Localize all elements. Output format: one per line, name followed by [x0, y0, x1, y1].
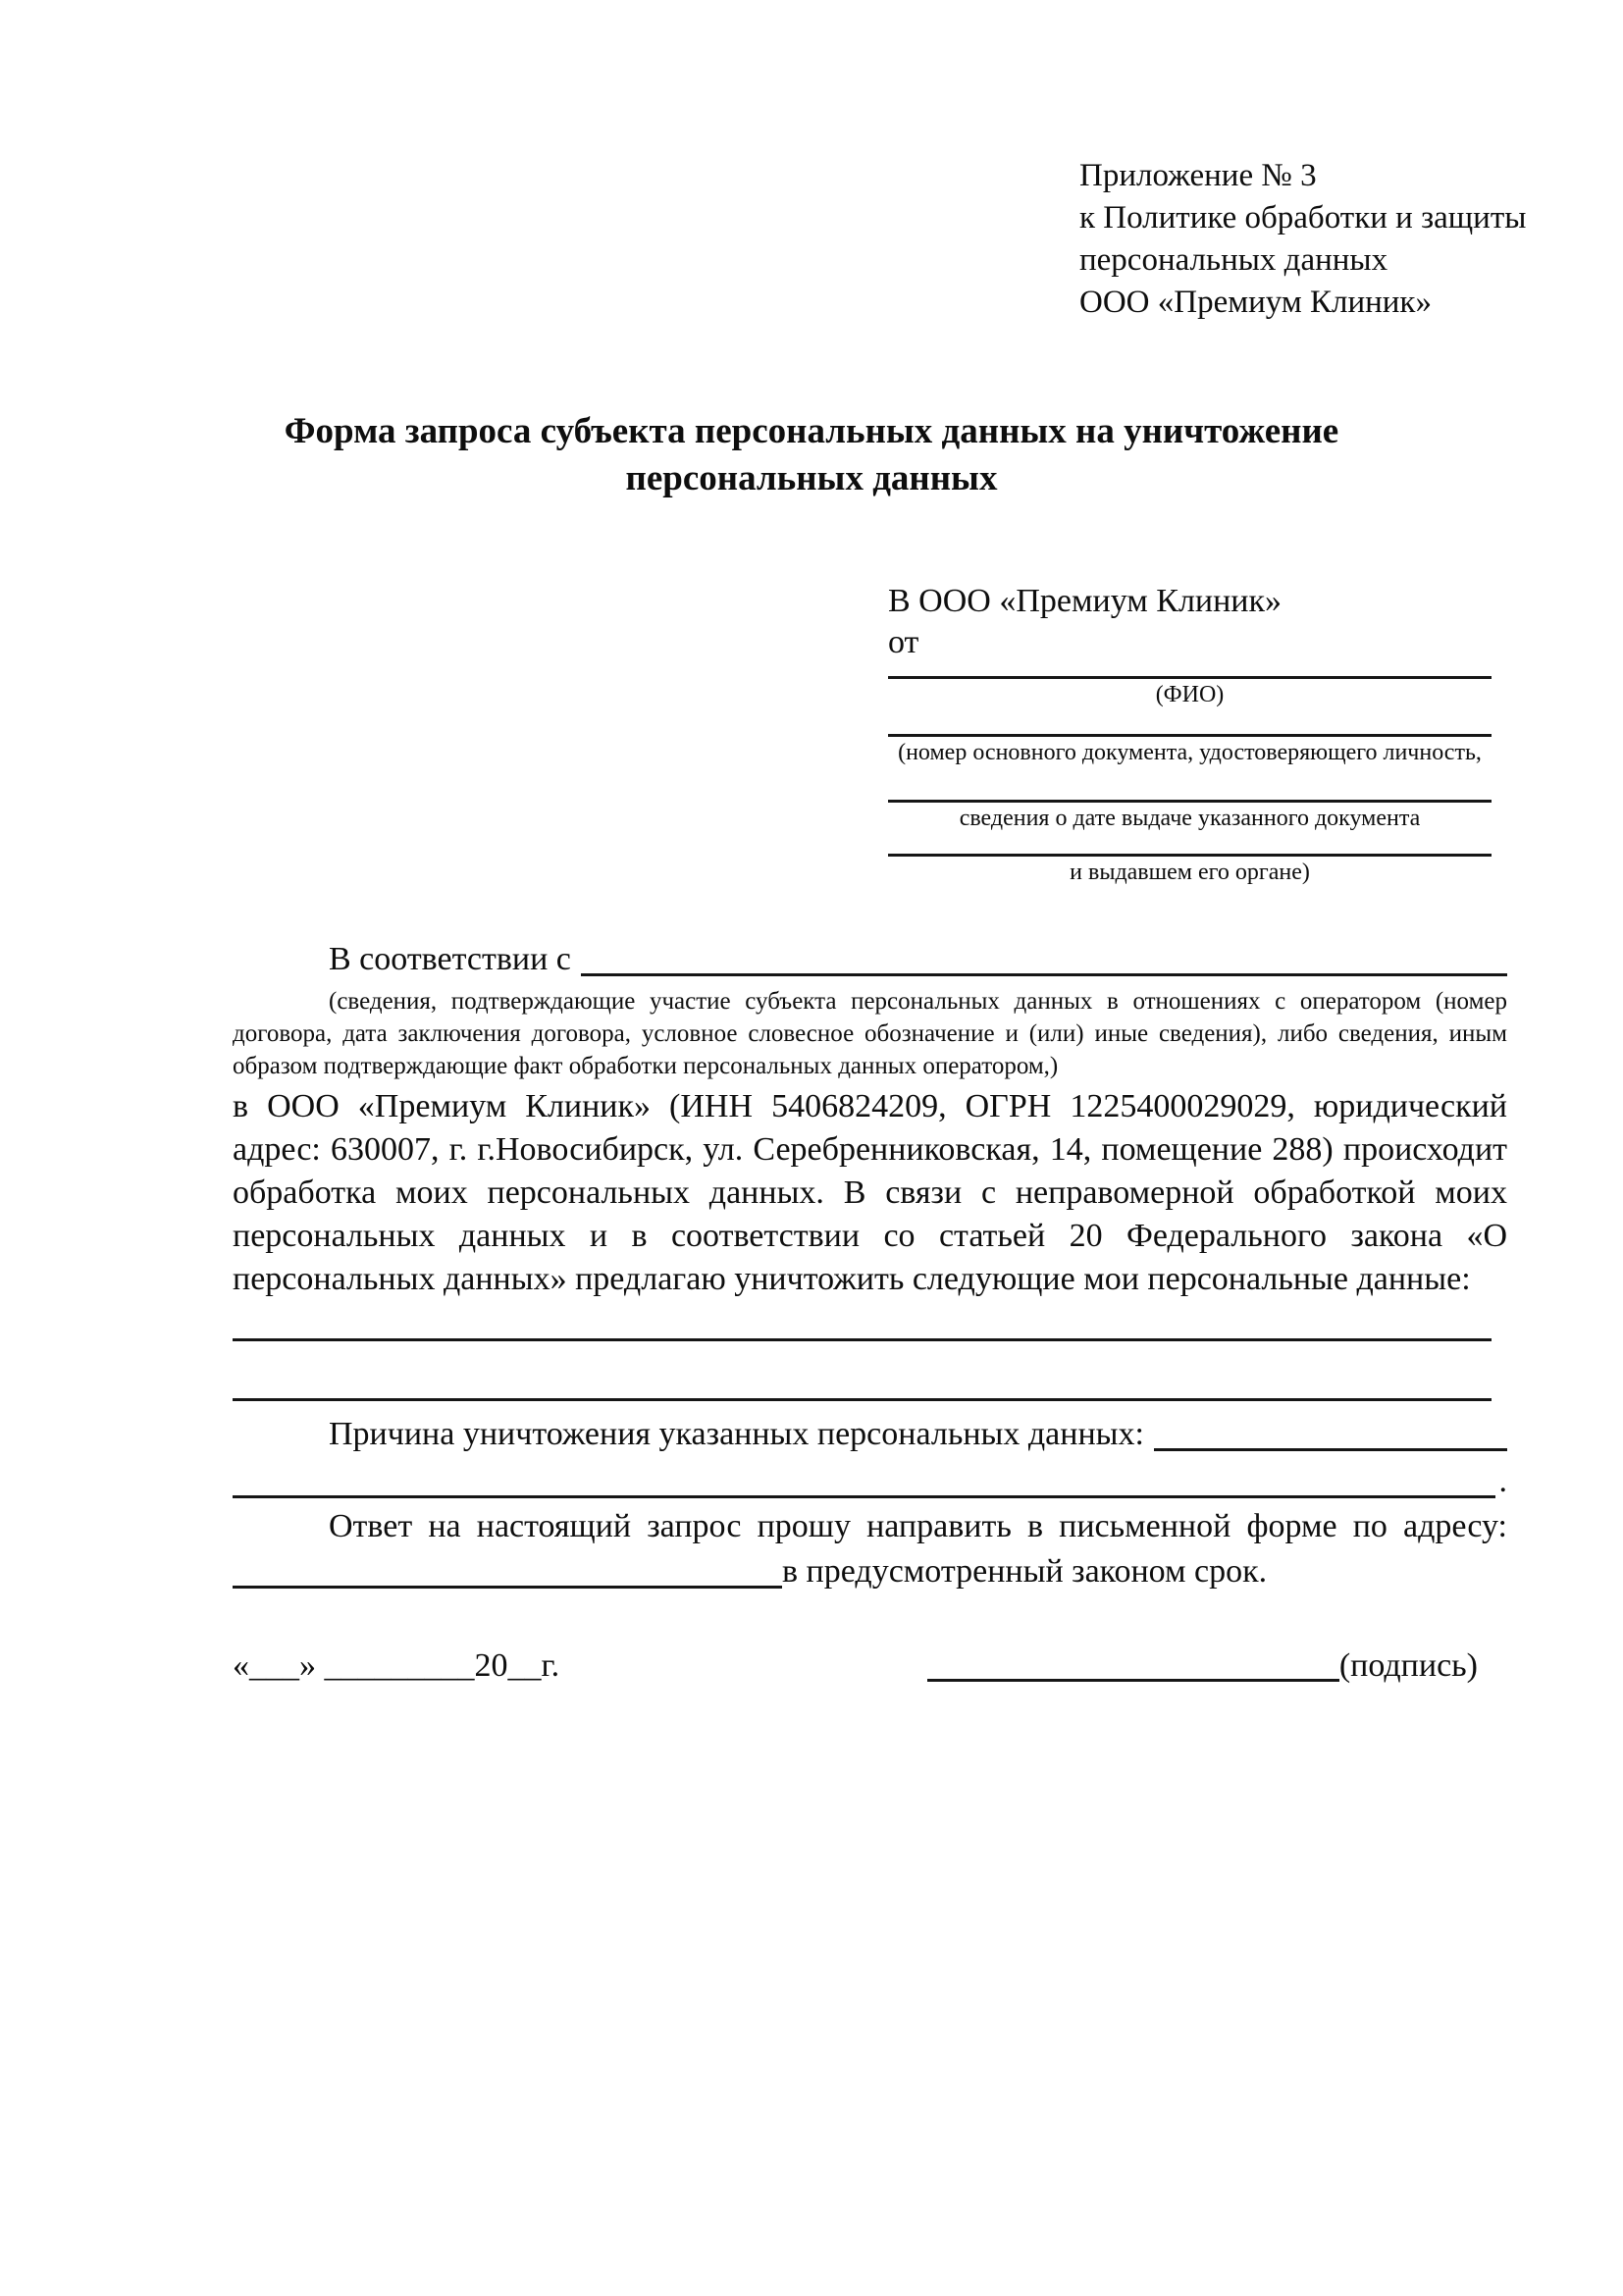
answer-paragraph: Ответ на настоящий запрос прошу направить в письменной форме по адресу: — [329, 1508, 1507, 1544]
issue-date-fill-line — [888, 787, 1492, 803]
footer-row — [233, 1644, 1507, 1688]
issuing-authority-fill-line — [888, 841, 1492, 857]
reason-continuation-row — [233, 1460, 1507, 1503]
signature-fill-line — [927, 1679, 1339, 1682]
data-fill-line-1 — [233, 1338, 1492, 1341]
fio-caption: (ФИО) — [1155, 682, 1225, 707]
main-paragraph: в ООО «Премиум Клиник» (ИНН 5406824209, ОГРН 1225400029029, юридический адрес: 630007, г. г.Новосибирск, ул. Серебренниковская, 14, помещение 288) происходит обработка моих персональных данных. В связи с неправомерной обработкой моих персональных данных и в соответствии со статьей 20 Федерального закона «О персональных данных» предлагаю уничтожить следующие мои персональные данные: — [233, 1088, 1507, 1297]
addressee-from-label: от — [888, 624, 919, 660]
appendix-line: к Политике обработки и защиты — [1079, 200, 1527, 235]
document-number-caption: (номер основного документа, удостоверяющего личность, — [898, 740, 1482, 765]
appendix-line: ООО «Премиум Клиник» — [1079, 285, 1432, 320]
accordance-fill-line — [581, 973, 1507, 976]
signature-caption: (подпись) — [1338, 1647, 1478, 1684]
accordance-row — [233, 938, 1507, 981]
reason-fill-line — [1154, 1448, 1507, 1451]
answer-tail: в предусмотренный законом срок. — [782, 1553, 1268, 1590]
date-field: «___» _________20__г. — [233, 1647, 560, 1684]
fio-fill-line — [888, 663, 1492, 679]
accordance-lead: В соответствии с — [329, 941, 571, 977]
form-title: Форма запроса субъекта персональных данных на уничтожение персональных данных — [284, 411, 1339, 498]
addressee-block — [888, 581, 1492, 885]
reason-label: Причина уничтожения указанных персональных данных: — [329, 1416, 1144, 1452]
address-row — [233, 1550, 1507, 1593]
data-fill-line-2 — [233, 1398, 1492, 1401]
document-number-fill-line — [888, 721, 1492, 737]
appendix-header — [1079, 155, 1586, 324]
issuing-authority-caption: и выдавшем его органе) — [1070, 860, 1310, 885]
reason-line-terminator: . — [1498, 1463, 1507, 1499]
reason-row — [233, 1413, 1507, 1456]
appendix-line: персональных данных — [1079, 242, 1388, 278]
accordance-note: (сведения, подтверждающие участие субъекта персональных данных в отношениях с оператором (номер договора, дата заключения договора, условное словесное обозначение и (или) иные сведения), либо сведения, иным образом подтверждающие факт обработки персональных данных оператором,) — [233, 988, 1507, 1079]
addressee-to: В ООО «Премиум Клиник» — [888, 583, 1283, 619]
reason-fill-line-2 — [233, 1495, 1495, 1498]
signature-block — [927, 1644, 1478, 1688]
issue-date-caption: сведения о дате выдаче указанного документа — [959, 806, 1421, 831]
appendix-line: Приложение № 3 — [1079, 158, 1317, 193]
address-fill-line — [233, 1586, 782, 1589]
